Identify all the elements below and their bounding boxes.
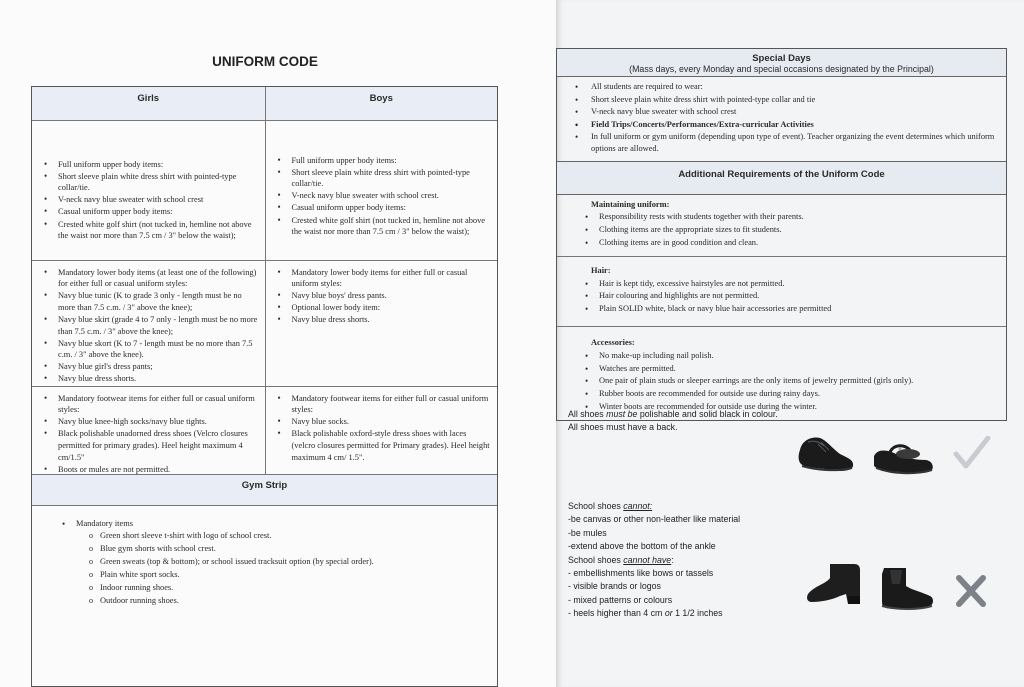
list-item: • Short sleeve plain white dress shirt with pointed-type collar/tie. [40, 171, 259, 194]
mary-jane-shoe-icon [870, 438, 936, 478]
list-item: o Blue gym shorts with school crest. [88, 543, 489, 555]
gym-list [58, 518, 489, 607]
cross-icon [954, 574, 988, 608]
gym-sublist [76, 530, 489, 607]
list-item: • V-neck navy blue sweater with school crest [571, 106, 1000, 118]
list-item: • One pair of plain studs or sleeper earrings are the only items of jewelry permitted (girls only). [581, 375, 1000, 387]
list-item: • Casual uniform upper body items: [40, 206, 259, 218]
list-item: • Watches are permitted. [581, 363, 1000, 375]
additional-requirements-header: Additional Requirements of the Uniform Code [557, 161, 1006, 195]
footwear-row [32, 387, 497, 475]
list-item: o Outdoor running shoes. [88, 595, 489, 607]
list-item: • Mandatory lower body items (at least one of the following) for either full or casual uniform styles: [40, 267, 259, 290]
list-item: • Navy blue socks. [274, 416, 492, 428]
list-item: -be canvas or other non-leather like material [568, 514, 741, 525]
list-item: - visible brands or logos [568, 581, 661, 592]
list-item: • Mandatory lower body items for either full or casual uniform styles: [274, 267, 492, 290]
special-days-title: Special Days [752, 53, 811, 64]
shoe-rule-line: All shoes must have a back. [568, 422, 678, 433]
shoe-rules-top [568, 408, 778, 435]
list-item: • Navy blue boys' dress pants. [274, 290, 492, 302]
list-item: • Clothing items are the appropriate sizes to fit students. [581, 224, 1000, 236]
list-item: • Navy blue knee-high socks/navy blue tights. [40, 416, 259, 428]
list-item: • No make-up including nail polish. [581, 350, 1000, 362]
list-item: • Full uniform upper body items: [274, 155, 492, 167]
list-item: • Rubber boots are recommended for outside use during rainy days. [581, 388, 1000, 400]
list-item: -extend above the bottom of the ankle [568, 541, 716, 552]
list-item: • Mandatory items o Green short sleeve t-shirt with logo of school crest. o Blue gym shorts with school crest. o Green sweats (top & bottom); or school issued tracksuit option (by special order). o Plain white sport socks. o Indoor running shoes. o Outdoor running shoes. [58, 518, 489, 607]
list-item: • Navy blue dress shorts. [40, 373, 259, 385]
girls-footwear-list [40, 393, 259, 476]
list-item: • Winter boots are recommended for outside use during the winter. [581, 401, 1000, 413]
list-item: • Hair is kept tidy, excessive hairstyles are not permitted. [581, 278, 1000, 290]
special-days-body [557, 77, 1006, 161]
shoe-rules-bottom [568, 500, 740, 621]
accessories-title: Accessories: [591, 338, 635, 348]
list-item: o Indoor running shoes. [88, 582, 489, 594]
boys-upper-list [274, 155, 492, 238]
girls-upper-list [40, 159, 259, 242]
list-item: o Green sweats (top & bottom); or school issued tracksuit option (by special order). [88, 556, 489, 568]
boys-footwear-list [274, 393, 492, 464]
lower-body-row [32, 261, 497, 387]
page-title: UNIFORM CODE [212, 54, 318, 69]
gym-body-row [32, 506, 497, 686]
gym-header-row [32, 475, 497, 506]
maintaining-title: Maintaining uniform: [591, 200, 670, 209]
list-item: • Navy blue dress shorts. [274, 314, 492, 326]
upper-body-row [32, 121, 497, 261]
list-item: • Crested white golf shirt (not tucked in, hemline not above the waist nor more than 7.5 cm / 3" below the waist); [40, 219, 259, 242]
list-item: - heels higher than 4 cm or 1 1/2 inches [568, 608, 723, 619]
list-item: • Navy blue skort (K to 7 - length must be no more than 7.5 c.m. / 3" above the knee). [40, 338, 259, 361]
list-item: • Navy blue skirt (grade 4 to 7 only - length must be no more than 7.5 c.m. / 3" above the knee); [40, 314, 259, 337]
girls-header: Girls [32, 87, 265, 120]
list-item: • Short sleeve plain white dress shirt with pointed-type collar and tie [571, 94, 1000, 106]
special-days-table [556, 48, 1007, 421]
list-item: • In full uniform or gym uniform (depending upon type of event). Teacher organizing the event determines which uniform options are allowed. [571, 131, 1000, 155]
boys-header: Boys [265, 87, 498, 120]
list-item: • Full uniform upper body items: [40, 159, 259, 171]
list-item: • Mandatory footwear items for either full or casual uniform styles: [274, 393, 492, 416]
gym-strip-header: Gym Strip [32, 475, 497, 505]
girls-lower-list [40, 267, 259, 385]
list-item: o Green short sleeve t-shirt with logo of school crest. [88, 530, 489, 542]
chelsea-boot-icon [878, 566, 936, 612]
list-item: • Hair colouring and highlights are not permitted. [581, 290, 1000, 302]
list-item: • Black polishable unadorned dress shoes (Velcro closures permitted for primary grades). Heel height maximum 4 cm/1.5" [40, 428, 259, 463]
ankle-boot-icon [804, 562, 864, 606]
special-days-header [557, 49, 1006, 77]
boys-lower-list [274, 267, 492, 326]
list-item: • Mandatory footwear items for either full or casual uniform styles: [40, 393, 259, 416]
list-item: • Optional lower body item: [274, 302, 492, 314]
shoe-cannothave-heading: School shoes cannot have: [568, 554, 674, 565]
accessories-block [557, 327, 1006, 420]
table-header-row [32, 87, 497, 121]
hair-title: Hair: [591, 266, 611, 276]
list-item: -be mules [568, 527, 607, 538]
shoe-cannot-heading: School shoes cannot: [568, 501, 653, 511]
list-item: • Responsibility rests with students together with their parents. [581, 211, 1000, 223]
maintaining-block [557, 195, 1006, 257]
list-item: - embellishments like bows or tassels [568, 568, 714, 579]
list-item: • Navy blue girl's dress pants; [40, 361, 259, 373]
list-item: • Short sleeve plain white dress shirt with pointed-type collar/tie. [274, 167, 492, 190]
list-item: - mixed patterns or colours [568, 594, 673, 605]
hair-block [557, 257, 1006, 327]
list-item: o Plain white sport socks. [88, 569, 489, 581]
list-item: • Casual uniform upper body items: [274, 202, 492, 214]
special-days-subtitle: (Mass days, every Monday and special occasions designated by the Principal) [629, 64, 934, 74]
list-item: • Black polishable oxford-style dress shoes with laces (velcro closures permitted for Primary grades). Heel height maximum 4 cm/ 1.5". [274, 428, 492, 463]
list-item: • Crested white golf shirt (not tucked in, hemline not above the waist nor more than 7.5 cm / 3" below the waist); [274, 215, 492, 238]
oxford-shoe-icon [796, 428, 856, 474]
checkmark-icon [952, 436, 992, 470]
list-item: • V-neck navy blue sweater with school crest. [274, 190, 492, 202]
list-item: • Plain SOLID white, black or navy blue hair accessories are permitted [581, 303, 1000, 315]
list-item: • Navy blue tunic (K to grade 3 only - length must be no more than 7.5 c.m. / 3" above the knee); [40, 290, 259, 313]
list-item: • Boots or mules are not permitted. [40, 464, 259, 476]
uniform-table [31, 86, 498, 687]
list-item: • Clothing items are in good condition and clean. [581, 237, 1000, 249]
list-item: • All students are required to wear: [571, 81, 1000, 93]
shoe-rule-line: All shoes must be polishable and solid black in colour. [568, 409, 778, 419]
list-item: • V-neck navy blue sweater with school crest [40, 194, 259, 206]
list-item: • Field Trips/Concerts/Performances/Extra-curricular Activities [571, 119, 1000, 131]
